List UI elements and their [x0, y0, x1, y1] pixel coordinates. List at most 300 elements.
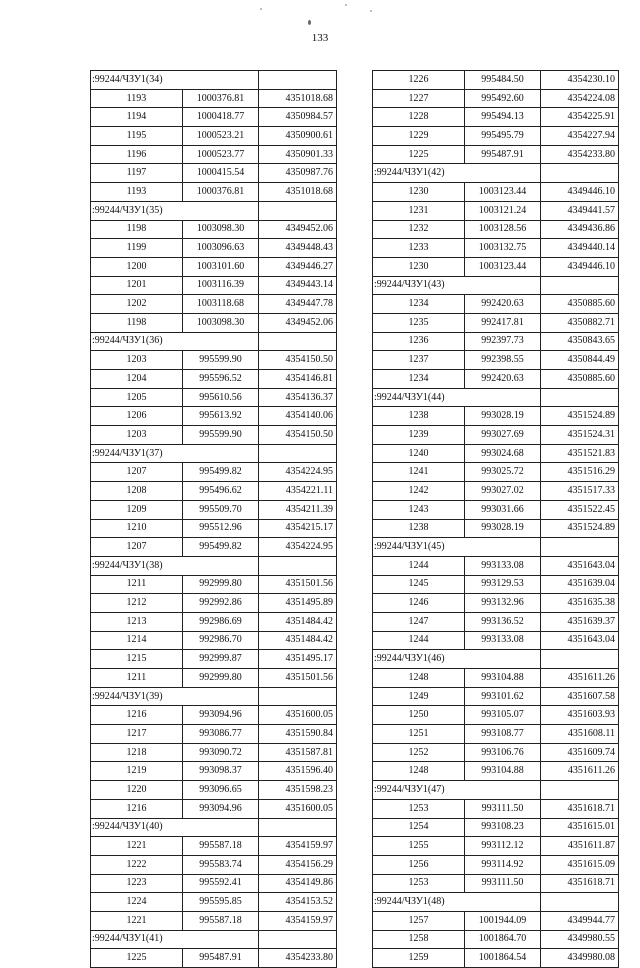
empty-cell: [259, 71, 337, 90]
point-number: 1245: [373, 575, 465, 594]
point-number: 1197: [91, 164, 183, 183]
coordinate-row: [373, 855, 619, 874]
x-coordinate: 993114.92: [465, 855, 541, 874]
point-number: 1241: [373, 463, 465, 482]
y-coordinate: 4350844.49: [541, 351, 619, 370]
y-coordinate: 4354146.81: [259, 370, 337, 389]
point-number: 1221: [91, 837, 183, 856]
y-coordinate: 4351611.26: [541, 762, 619, 781]
y-coordinate: 4354233.80: [259, 949, 337, 968]
parcel-group-row: [373, 164, 619, 183]
coordinates-table-right: [372, 70, 619, 968]
x-coordinate: 1003123.44: [465, 183, 541, 202]
y-coordinate: 4351522.45: [541, 500, 619, 519]
x-coordinate: 1003098.30: [183, 313, 259, 332]
y-coordinate: 4351495.89: [259, 594, 337, 613]
y-coordinate: 4349446.10: [541, 257, 619, 276]
empty-cell: [541, 388, 619, 407]
y-coordinate: 4354150.50: [259, 351, 337, 370]
y-coordinate: 4351495.17: [259, 650, 337, 669]
x-coordinate: 995496.62: [183, 482, 259, 501]
x-coordinate: 995509.70: [183, 500, 259, 519]
x-coordinate: 1003118.68: [183, 295, 259, 314]
point-number: 1237: [373, 351, 465, 370]
coordinate-row: [91, 874, 337, 893]
point-number: 1257: [373, 911, 465, 930]
coordinate-row: [91, 650, 337, 669]
y-coordinate: 4351524.31: [541, 426, 619, 445]
x-coordinate: 992420.63: [465, 370, 541, 389]
y-coordinate: 4354224.95: [259, 538, 337, 557]
y-coordinate: 4351501.56: [259, 669, 337, 688]
y-coordinate: 4354159.97: [259, 837, 337, 856]
parcel-group-row: [373, 781, 619, 800]
coordinate-row: [91, 108, 337, 127]
x-coordinate: 993133.08: [465, 556, 541, 575]
point-number: 1254: [373, 818, 465, 837]
x-coordinate: 995583.74: [183, 855, 259, 874]
point-number: 1226: [373, 71, 465, 90]
coordinate-row: [91, 855, 337, 874]
point-number: 1221: [91, 911, 183, 930]
y-coordinate: 4351607.58: [541, 687, 619, 706]
parcel-group-row: [91, 556, 337, 575]
point-number: 1205: [91, 388, 183, 407]
point-number: 1248: [373, 669, 465, 688]
point-number: 1234: [373, 295, 465, 314]
coordinate-row: [373, 313, 619, 332]
x-coordinate: 1003096.63: [183, 239, 259, 258]
coordinate-row: [373, 706, 619, 725]
coordinate-row: [91, 799, 337, 818]
x-coordinate: 992417.81: [465, 313, 541, 332]
coordinate-row: [91, 706, 337, 725]
y-coordinate: 4349436.86: [541, 220, 619, 239]
page-number: 133: [311, 32, 329, 44]
coordinate-row: [91, 781, 337, 800]
y-coordinate: 4351596.40: [259, 762, 337, 781]
parcel-label: :99244/ЧЗУ1(36): [91, 332, 259, 351]
y-coordinate: 4351521.83: [541, 444, 619, 463]
parcel-group-row: [91, 687, 337, 706]
parcel-label: :99244/ЧЗУ1(40): [91, 818, 259, 837]
y-coordinate: 4351484.42: [259, 612, 337, 631]
x-coordinate: 1000376.81: [183, 89, 259, 108]
parcel-group-row: [91, 818, 337, 837]
x-coordinate: 993108.23: [465, 818, 541, 837]
coordinate-row: [373, 743, 619, 762]
coordinate-row: [91, 426, 337, 445]
y-coordinate: 4351639.37: [541, 612, 619, 631]
y-coordinate: 4354150.50: [259, 426, 337, 445]
coordinate-row: [373, 183, 619, 202]
y-coordinate: 4351501.56: [259, 575, 337, 594]
coordinate-row: [373, 575, 619, 594]
y-coordinate: 4351600.05: [259, 706, 337, 725]
point-number: 1193: [91, 183, 183, 202]
y-coordinate: 4351643.04: [541, 631, 619, 650]
parcel-group-row: [373, 276, 619, 295]
point-number: 1203: [91, 351, 183, 370]
point-number: 1230: [373, 257, 465, 276]
coordinates-table-left: [90, 70, 337, 968]
point-number: 1216: [91, 706, 183, 725]
x-coordinate: 993111.50: [465, 799, 541, 818]
coordinate-row: [373, 837, 619, 856]
point-number: 1227: [373, 89, 465, 108]
coordinate-row: [91, 743, 337, 762]
y-coordinate: 4350843.65: [541, 332, 619, 351]
point-number: 1248: [373, 762, 465, 781]
coordinate-row: [373, 351, 619, 370]
empty-cell: [259, 556, 337, 575]
point-number: 1206: [91, 407, 183, 426]
coordinate-row: [91, 612, 337, 631]
x-coordinate: 995599.90: [183, 426, 259, 445]
coordinate-row: [373, 407, 619, 426]
x-coordinate: 993101.62: [465, 687, 541, 706]
coordinate-row: [373, 370, 619, 389]
y-coordinate: 4351615.01: [541, 818, 619, 837]
y-coordinate: 4350885.60: [541, 370, 619, 389]
coordinate-row: [91, 594, 337, 613]
parcel-group-row: [91, 444, 337, 463]
y-coordinate: 4349446.10: [541, 183, 619, 202]
coordinate-row: [373, 762, 619, 781]
empty-cell: [541, 276, 619, 295]
y-coordinate: 4351608.11: [541, 725, 619, 744]
empty-cell: [259, 332, 337, 351]
point-number: 1244: [373, 631, 465, 650]
coordinate-row: [373, 911, 619, 930]
point-number: 1210: [91, 519, 183, 538]
y-coordinate: 4349446.27: [259, 257, 337, 276]
coordinate-row: [373, 257, 619, 276]
point-number: 1215: [91, 650, 183, 669]
point-number: 1199: [91, 239, 183, 258]
point-number: 1211: [91, 575, 183, 594]
point-number: 1220: [91, 781, 183, 800]
coordinate-row: [373, 108, 619, 127]
y-coordinate: 4350885.60: [541, 295, 619, 314]
x-coordinate: 995587.18: [183, 837, 259, 856]
coordinate-row: [91, 295, 337, 314]
point-number: 1213: [91, 612, 183, 631]
y-coordinate: 4349447.78: [259, 295, 337, 314]
coordinate-row: [91, 388, 337, 407]
point-number: 1198: [91, 220, 183, 239]
y-coordinate: 4351018.68: [259, 89, 337, 108]
coordinate-row: [373, 220, 619, 239]
x-coordinate: 1003132.75: [465, 239, 541, 258]
point-number: 1201: [91, 276, 183, 295]
x-coordinate: 993090.72: [183, 743, 259, 762]
point-number: 1217: [91, 725, 183, 744]
point-number: 1211: [91, 669, 183, 688]
y-coordinate: 4350900.61: [259, 127, 337, 146]
coordinate-row: [373, 799, 619, 818]
x-coordinate: 995613.92: [183, 407, 259, 426]
x-coordinate: 992398.55: [465, 351, 541, 370]
point-number: 1253: [373, 799, 465, 818]
x-coordinate: 992999.87: [183, 650, 259, 669]
coordinate-row: [373, 71, 619, 90]
point-number: 1259: [373, 949, 465, 968]
y-coordinate: 4351517.33: [541, 482, 619, 501]
y-coordinate: 4349980.08: [541, 949, 619, 968]
parcel-group-row: [373, 893, 619, 912]
x-coordinate: 1003121.24: [465, 201, 541, 220]
point-number: 1194: [91, 108, 183, 127]
y-coordinate: 4349452.06: [259, 220, 337, 239]
y-coordinate: 4351590.84: [259, 725, 337, 744]
y-coordinate: 4354156.29: [259, 855, 337, 874]
x-coordinate: 993112.12: [465, 837, 541, 856]
x-coordinate: 995512.96: [183, 519, 259, 538]
y-coordinate: 4350984.57: [259, 108, 337, 127]
point-number: 1225: [373, 145, 465, 164]
y-coordinate: 4350882.71: [541, 313, 619, 332]
x-coordinate: 993028.19: [465, 519, 541, 538]
empty-cell: [541, 538, 619, 557]
x-coordinate: 992986.70: [183, 631, 259, 650]
y-coordinate: 4351643.04: [541, 556, 619, 575]
point-number: 1225: [91, 949, 183, 968]
y-coordinate: 4354140.06: [259, 407, 337, 426]
parcel-group-row: [91, 332, 337, 351]
point-number: 1231: [373, 201, 465, 220]
coordinate-row: [373, 631, 619, 650]
point-number: 1203: [91, 426, 183, 445]
parcel-label: :99244/ЧЗУ1(44): [373, 388, 541, 407]
coordinate-row: [373, 239, 619, 258]
y-coordinate: 4354215.17: [259, 519, 337, 538]
parcel-label: :99244/ЧЗУ1(43): [373, 276, 541, 295]
parcel-label: :99244/ЧЗУ1(45): [373, 538, 541, 557]
y-coordinate: 4351609.74: [541, 743, 619, 762]
parcel-group-row: [373, 388, 619, 407]
x-coordinate: 993027.69: [465, 426, 541, 445]
y-coordinate: 4351524.89: [541, 519, 619, 538]
y-coordinate: 4354224.95: [259, 463, 337, 482]
coordinate-row: [91, 257, 337, 276]
point-number: 1209: [91, 500, 183, 519]
x-coordinate: 993105.07: [465, 706, 541, 725]
x-coordinate: 992397.73: [465, 332, 541, 351]
parcel-group-row: [373, 538, 619, 557]
point-number: 1246: [373, 594, 465, 613]
x-coordinate: 992420.63: [465, 295, 541, 314]
parcel-group-row: [91, 71, 337, 90]
x-coordinate: 1003101.60: [183, 257, 259, 276]
parcel-label: :99244/ЧЗУ1(34): [91, 71, 259, 90]
point-number: 1204: [91, 370, 183, 389]
x-coordinate: 995492.60: [465, 89, 541, 108]
coordinate-row: [91, 631, 337, 650]
parcel-label: :99244/ЧЗУ1(48): [373, 893, 541, 912]
parcel-label: :99244/ЧЗУ1(41): [91, 930, 259, 949]
coordinate-row: [373, 930, 619, 949]
parcel-label: :99244/ЧЗУ1(37): [91, 444, 259, 463]
x-coordinate: 993094.96: [183, 706, 259, 725]
x-coordinate: 1003116.39: [183, 276, 259, 295]
point-number: 1258: [373, 930, 465, 949]
y-coordinate: 4351600.05: [259, 799, 337, 818]
coordinate-row: [373, 874, 619, 893]
x-coordinate: 995499.82: [183, 538, 259, 557]
point-number: 1195: [91, 127, 183, 146]
point-number: 1218: [91, 743, 183, 762]
x-coordinate: 993086.77: [183, 725, 259, 744]
x-coordinate: 1003128.56: [465, 220, 541, 239]
coordinate-row: [91, 669, 337, 688]
parcel-label: :99244/ЧЗУ1(42): [373, 164, 541, 183]
point-number: 1229: [373, 127, 465, 146]
point-number: 1208: [91, 482, 183, 501]
parcel-label: :99244/ЧЗУ1(46): [373, 650, 541, 669]
point-number: 1234: [373, 370, 465, 389]
coordinate-row: [91, 127, 337, 146]
x-coordinate: 992999.80: [183, 669, 259, 688]
coordinate-row: [373, 295, 619, 314]
x-coordinate: 993111.50: [465, 874, 541, 893]
coordinate-row: [373, 687, 619, 706]
empty-cell: [541, 650, 619, 669]
empty-cell: [259, 818, 337, 837]
coordinate-row: [91, 837, 337, 856]
point-number: 1198: [91, 313, 183, 332]
coordinate-row: [91, 351, 337, 370]
y-coordinate: 4349452.06: [259, 313, 337, 332]
y-coordinate: 4354211.39: [259, 500, 337, 519]
point-number: 1224: [91, 893, 183, 912]
x-coordinate: 1000415.54: [183, 164, 259, 183]
parcel-label: :99244/ЧЗУ1(39): [91, 687, 259, 706]
x-coordinate: 993136.52: [465, 612, 541, 631]
point-number: 1240: [373, 444, 465, 463]
coordinate-row: [91, 893, 337, 912]
x-coordinate: 993129.53: [465, 575, 541, 594]
x-coordinate: 993031.66: [465, 500, 541, 519]
empty-cell: [259, 444, 337, 463]
x-coordinate: 1000376.81: [183, 183, 259, 202]
coordinate-row: [91, 276, 337, 295]
coordinate-row: [373, 556, 619, 575]
coordinate-row: [91, 575, 337, 594]
point-number: 1200: [91, 257, 183, 276]
x-coordinate: 993098.37: [183, 762, 259, 781]
y-coordinate: 4354159.97: [259, 911, 337, 930]
x-coordinate: 1003098.30: [183, 220, 259, 239]
x-coordinate: 995610.56: [183, 388, 259, 407]
x-coordinate: 993028.19: [465, 407, 541, 426]
x-coordinate: 995487.91: [465, 145, 541, 164]
x-coordinate: 993024.68: [465, 444, 541, 463]
y-coordinate: 4351639.04: [541, 575, 619, 594]
y-coordinate: 4349448.43: [259, 239, 337, 258]
coordinate-row: [373, 594, 619, 613]
point-number: 1242: [373, 482, 465, 501]
y-coordinate: 4349441.57: [541, 201, 619, 220]
y-coordinate: 4349440.14: [541, 239, 619, 258]
y-coordinate: 4351635.38: [541, 594, 619, 613]
x-coordinate: 995494.13: [465, 108, 541, 127]
y-coordinate: 4351587.81: [259, 743, 337, 762]
coordinate-row: [91, 482, 337, 501]
coordinate-row: [91, 519, 337, 538]
empty-cell: [259, 687, 337, 706]
x-coordinate: 993132.96: [465, 594, 541, 613]
x-coordinate: 993096.65: [183, 781, 259, 800]
empty-cell: [541, 893, 619, 912]
point-number: 1236: [373, 332, 465, 351]
y-coordinate: 4350987.76: [259, 164, 337, 183]
x-coordinate: 1000523.21: [183, 127, 259, 146]
point-number: 1228: [373, 108, 465, 127]
scan-noise: [250, 0, 390, 28]
y-coordinate: 4351524.89: [541, 407, 619, 426]
coordinate-row: [373, 127, 619, 146]
y-coordinate: 4351615.09: [541, 855, 619, 874]
coordinate-row: [373, 332, 619, 351]
empty-cell: [259, 930, 337, 949]
y-coordinate: 4349944.77: [541, 911, 619, 930]
x-coordinate: 1001864.70: [465, 930, 541, 949]
y-coordinate: 4351018.68: [259, 183, 337, 202]
point-number: 1251: [373, 725, 465, 744]
coordinate-row: [373, 612, 619, 631]
x-coordinate: 992992.86: [183, 594, 259, 613]
coordinate-row: [91, 911, 337, 930]
coordinate-row: [91, 463, 337, 482]
point-number: 1196: [91, 145, 183, 164]
y-coordinate: 4354227.94: [541, 127, 619, 146]
point-number: 1230: [373, 183, 465, 202]
point-number: 1253: [373, 874, 465, 893]
point-number: 1238: [373, 407, 465, 426]
coordinate-row: [91, 949, 337, 968]
coordinate-row: [373, 500, 619, 519]
coordinate-row: [91, 313, 337, 332]
x-coordinate: 995484.50: [465, 71, 541, 90]
parcel-label: :99244/ЧЗУ1(38): [91, 556, 259, 575]
coordinate-row: [91, 220, 337, 239]
coordinate-row: [91, 145, 337, 164]
coordinate-row: [373, 201, 619, 220]
coordinate-row: [91, 239, 337, 258]
coordinate-row: [373, 669, 619, 688]
coordinate-row: [373, 444, 619, 463]
y-coordinate: 4354233.80: [541, 145, 619, 164]
x-coordinate: 995592.41: [183, 874, 259, 893]
parcel-group-row: [373, 650, 619, 669]
y-coordinate: 4351603.93: [541, 706, 619, 725]
y-coordinate: 4354225.91: [541, 108, 619, 127]
x-coordinate: 993027.02: [465, 482, 541, 501]
y-coordinate: 4349980.55: [541, 930, 619, 949]
y-coordinate: 4351484.42: [259, 631, 337, 650]
point-number: 1249: [373, 687, 465, 706]
point-number: 1232: [373, 220, 465, 239]
point-number: 1247: [373, 612, 465, 631]
x-coordinate: 993133.08: [465, 631, 541, 650]
empty-cell: [541, 164, 619, 183]
coordinate-row: [373, 725, 619, 744]
x-coordinate: 992999.80: [183, 575, 259, 594]
x-coordinate: 993108.77: [465, 725, 541, 744]
y-coordinate: 4354153.52: [259, 893, 337, 912]
point-number: 1233: [373, 239, 465, 258]
